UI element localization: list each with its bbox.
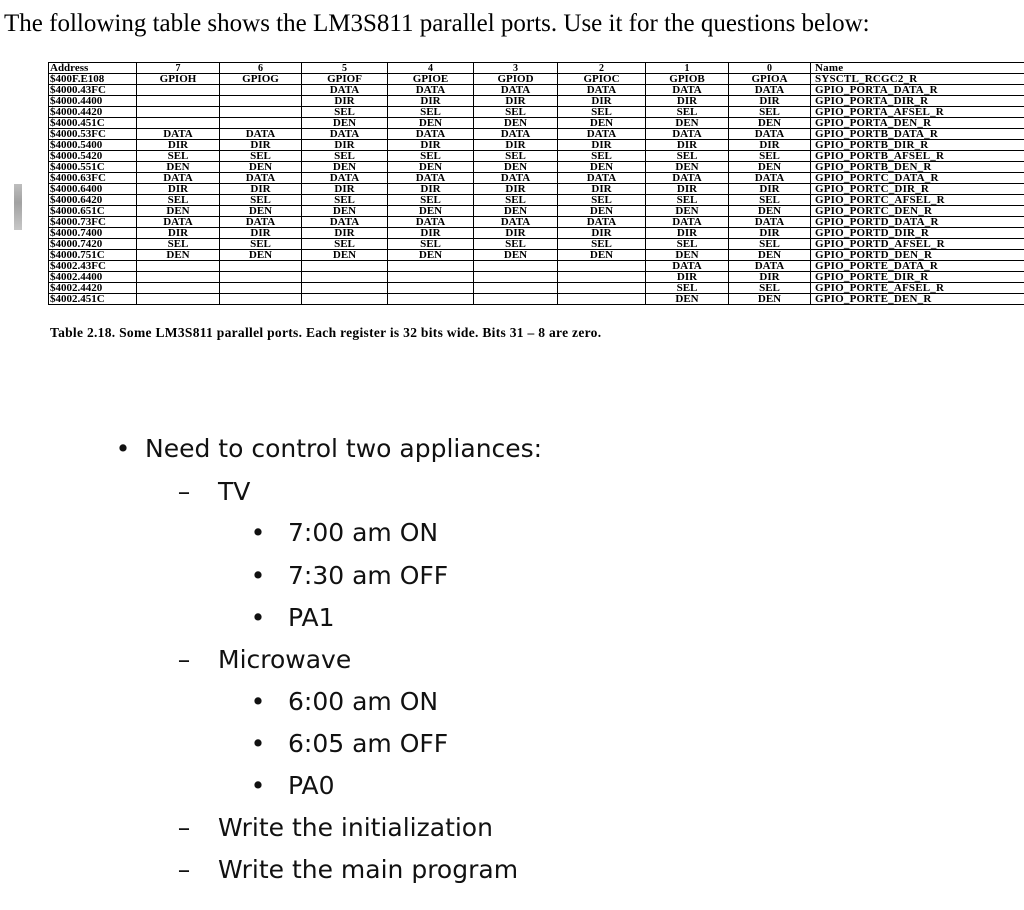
bit-0-cell: DIR — [729, 272, 811, 283]
register-name: GPIO_PORTE_DEN_R — [811, 294, 1024, 305]
bit-1-cell: DEN — [646, 294, 729, 305]
bit-0-cell: DEN — [729, 294, 811, 305]
bit-7-cell: SEL — [137, 239, 220, 250]
register-name: GPIO_PORTC_DEN_R — [811, 206, 1024, 217]
bit-5-cell — [302, 294, 388, 305]
bit-3-cell: SEL — [474, 195, 558, 206]
register-address: $4002.451C — [49, 294, 137, 305]
bit-7-cell: DIR — [137, 184, 220, 195]
bit-2-cell: DATA — [558, 217, 646, 228]
bit-1-cell: DATA — [646, 217, 729, 228]
table-row — [49, 272, 1024, 283]
bit-7-cell — [137, 96, 220, 107]
table-row — [49, 74, 1024, 85]
bit-6-cell: DIR — [220, 184, 302, 195]
bit-0-cell: DATA — [729, 173, 811, 184]
table-header-row — [49, 63, 1024, 74]
intro-text: The following table shows the LM3S811 parallel ports. Use it for the questions below: — [4, 10, 870, 37]
bit-0-cell: DATA — [729, 261, 811, 272]
bit-0-cell: SEL — [729, 195, 811, 206]
register-address: $4000.651C — [49, 206, 137, 217]
bit-2-cell: DIR — [558, 184, 646, 195]
header-bit-0: 0 — [729, 63, 811, 74]
table-row — [49, 151, 1024, 162]
bit-5-cell: DATA — [302, 217, 388, 228]
bit-0-cell: DIR — [729, 140, 811, 151]
table-row — [49, 140, 1024, 151]
bit-0-cell: DATA — [729, 217, 811, 228]
table-row — [49, 85, 1024, 96]
bit-5-cell: DATA — [302, 85, 388, 96]
bit-3-cell: DIR — [474, 96, 558, 107]
bit-1-cell: DEN — [646, 162, 729, 173]
bullet-marker: • — [250, 729, 266, 758]
bullet-text: Write the main program — [218, 855, 519, 884]
bit-6-cell: DATA — [220, 173, 302, 184]
bit-3-cell: DIR — [474, 140, 558, 151]
bit-3-cell: DIR — [474, 184, 558, 195]
register-name: GPIO_PORTE_AFSEL_R — [811, 283, 1024, 294]
bit-5-cell: GPIOF — [302, 74, 388, 85]
bit-5-cell — [302, 272, 388, 283]
bit-0-cell: DIR — [729, 184, 811, 195]
bit-1-cell: DATA — [646, 129, 729, 140]
register-name: GPIO_PORTC_DATA_R — [811, 173, 1024, 184]
bit-2-cell: DEN — [558, 118, 646, 129]
bit-2-cell: DATA — [558, 85, 646, 96]
register-name: GPIO_PORTC_DIR_R — [811, 184, 1024, 195]
bit-0-cell: DEN — [729, 162, 811, 173]
header-bit-3: 3 — [474, 63, 558, 74]
bit-0-cell: SEL — [729, 239, 811, 250]
header-bit-5: 5 — [302, 63, 388, 74]
bit-3-cell — [474, 294, 558, 305]
register-address: $400F.E108 — [49, 74, 137, 85]
bit-6-cell — [220, 96, 302, 107]
bit-1-cell: SEL — [646, 151, 729, 162]
register-address: $4002.4400 — [49, 272, 137, 283]
bit-1-cell: DEN — [646, 206, 729, 217]
register-name: GPIO_PORTA_DEN_R — [811, 118, 1024, 129]
bullet-text: PA0 — [288, 771, 335, 800]
header-address: Address — [49, 63, 137, 74]
bit-2-cell: DEN — [558, 206, 646, 217]
register-address: $4002.43FC — [49, 261, 137, 272]
bit-4-cell: DEN — [388, 118, 474, 129]
bit-4-cell: DATA — [388, 173, 474, 184]
bit-7-cell: DIR — [137, 228, 220, 239]
bit-1-cell: SEL — [646, 195, 729, 206]
bit-1-cell: DIR — [646, 228, 729, 239]
bit-2-cell: SEL — [558, 195, 646, 206]
bit-5-cell: SEL — [302, 239, 388, 250]
bit-1-cell: DEN — [646, 250, 729, 261]
bit-4-cell: DATA — [388, 85, 474, 96]
register-address: $4000.451C — [49, 118, 137, 129]
table-row — [49, 129, 1024, 140]
dash-marker: – — [177, 477, 191, 506]
bit-7-cell: SEL — [137, 195, 220, 206]
table-row — [49, 184, 1024, 195]
scan-margin-mark — [14, 184, 22, 230]
bullet-text: 6:00 am ON — [288, 687, 439, 716]
table-row — [49, 217, 1024, 228]
bit-5-cell: SEL — [302, 151, 388, 162]
register-address: $4000.4400 — [49, 96, 137, 107]
register-address: $4000.6400 — [49, 184, 137, 195]
bit-5-cell: DEN — [302, 118, 388, 129]
table-row — [49, 162, 1024, 173]
header-bit-4: 4 — [388, 63, 474, 74]
bit-1-cell: DIR — [646, 184, 729, 195]
bit-5-cell: DEN — [302, 162, 388, 173]
bit-2-cell: DATA — [558, 173, 646, 184]
bit-3-cell — [474, 283, 558, 294]
register-address: $4000.5400 — [49, 140, 137, 151]
bit-4-cell: DEN — [388, 206, 474, 217]
table-row — [49, 118, 1024, 129]
bullet-marker: • — [250, 687, 266, 716]
bit-3-cell: DEN — [474, 206, 558, 217]
register-name: SYSCTL_RCGC2_R — [811, 74, 1024, 85]
bit-5-cell: DATA — [302, 129, 388, 140]
bullet-text: TV — [218, 477, 251, 506]
bit-4-cell: SEL — [388, 151, 474, 162]
bit-2-cell: SEL — [558, 151, 646, 162]
register-name: GPIO_PORTB_AFSEL_R — [811, 151, 1024, 162]
bit-7-cell: DEN — [137, 250, 220, 261]
register-name: GPIO_PORTD_DEN_R — [811, 250, 1024, 261]
bit-5-cell — [302, 261, 388, 272]
bit-4-cell: SEL — [388, 107, 474, 118]
table-row — [49, 261, 1024, 272]
bit-0-cell: SEL — [729, 151, 811, 162]
bit-2-cell: DEN — [558, 250, 646, 261]
register-address: $4000.4420 — [49, 107, 137, 118]
bit-3-cell — [474, 272, 558, 283]
bit-7-cell: DATA — [137, 173, 220, 184]
header-bit-6: 6 — [220, 63, 302, 74]
register-name: GPIO_PORTA_AFSEL_R — [811, 107, 1024, 118]
bit-5-cell: SEL — [302, 107, 388, 118]
bit-1-cell: DATA — [646, 173, 729, 184]
bit-1-cell: SEL — [646, 239, 729, 250]
bit-5-cell: DEN — [302, 206, 388, 217]
bit-7-cell — [137, 283, 220, 294]
bit-3-cell: SEL — [474, 239, 558, 250]
bit-0-cell: DEN — [729, 206, 811, 217]
bit-1-cell: DATA — [646, 85, 729, 96]
bit-2-cell — [558, 272, 646, 283]
table-row — [49, 250, 1024, 261]
bit-6-cell: DIR — [220, 140, 302, 151]
bit-2-cell: SEL — [558, 239, 646, 250]
table-caption: Table 2.18. Some LM3S811 parallel ports. Each register is 32 bits wide. Bits 31 – 8 are zero. — [50, 325, 602, 340]
bit-6-cell — [220, 107, 302, 118]
bit-6-cell: GPIOG — [220, 74, 302, 85]
bit-4-cell: DIR — [388, 228, 474, 239]
register-name: GPIO_PORTA_DIR_R — [811, 96, 1024, 107]
bit-7-cell: DEN — [137, 206, 220, 217]
bit-0-cell: SEL — [729, 283, 811, 294]
bit-1-cell: GPIOB — [646, 74, 729, 85]
bullet-text: 7:30 am OFF — [288, 561, 449, 590]
bit-2-cell: SEL — [558, 107, 646, 118]
dash-marker: – — [177, 855, 191, 884]
bit-0-cell: DEN — [729, 118, 811, 129]
bit-7-cell — [137, 85, 220, 96]
bit-4-cell: DATA — [388, 217, 474, 228]
bit-6-cell: DEN — [220, 162, 302, 173]
bit-3-cell: DIR — [474, 228, 558, 239]
bit-6-cell — [220, 85, 302, 96]
bit-0-cell: DIR — [729, 228, 811, 239]
header-bit-2: 2 — [558, 63, 646, 74]
bullet-text: 7:00 am ON — [288, 518, 439, 547]
bit-3-cell: DEN — [474, 162, 558, 173]
bit-3-cell: DATA — [474, 85, 558, 96]
dash-marker: – — [177, 645, 191, 674]
bit-6-cell: DATA — [220, 217, 302, 228]
bit-1-cell: DIR — [646, 140, 729, 151]
bit-7-cell: GPIOH — [137, 74, 220, 85]
table-row — [49, 195, 1024, 206]
bit-3-cell — [474, 261, 558, 272]
bit-6-cell — [220, 261, 302, 272]
bullet-text: 6:05 am OFF — [288, 729, 449, 758]
bit-5-cell: DIR — [302, 184, 388, 195]
table-row — [49, 283, 1024, 294]
bit-0-cell: GPIOA — [729, 74, 811, 85]
register-name: GPIO_PORTE_DATA_R — [811, 261, 1024, 272]
register-address: $4000.751C — [49, 250, 137, 261]
table-row — [49, 96, 1024, 107]
bit-6-cell — [220, 272, 302, 283]
bit-7-cell — [137, 294, 220, 305]
bit-7-cell: DIR — [137, 140, 220, 151]
bit-4-cell: SEL — [388, 195, 474, 206]
bit-3-cell: DATA — [474, 129, 558, 140]
bit-2-cell: GPIOC — [558, 74, 646, 85]
bullet-marker: • — [250, 518, 266, 547]
bullet-text: Need to control two appliances: — [145, 434, 543, 463]
bit-6-cell: DIR — [220, 228, 302, 239]
bullet-marker: • — [250, 603, 266, 632]
bit-1-cell: SEL — [646, 283, 729, 294]
bit-7-cell — [137, 107, 220, 118]
bit-1-cell: DIR — [646, 96, 729, 107]
bit-4-cell: DEN — [388, 250, 474, 261]
bit-5-cell: DEN — [302, 250, 388, 261]
bit-6-cell: SEL — [220, 151, 302, 162]
register-address: $4000.551C — [49, 162, 137, 173]
bit-6-cell: DATA — [220, 129, 302, 140]
bit-7-cell: DEN — [137, 162, 220, 173]
bit-5-cell: DATA — [302, 173, 388, 184]
table-body — [49, 74, 1024, 305]
bit-3-cell: DATA — [474, 173, 558, 184]
bit-4-cell: DEN — [388, 162, 474, 173]
dash-marker: – — [177, 813, 191, 842]
register-name: GPIO_PORTA_DATA_R — [811, 85, 1024, 96]
bit-2-cell — [558, 261, 646, 272]
bullet-marker: • — [250, 561, 266, 590]
table-row — [49, 294, 1024, 305]
bit-4-cell — [388, 272, 474, 283]
bit-2-cell — [558, 283, 646, 294]
bit-6-cell: DEN — [220, 206, 302, 217]
register-name: GPIO_PORTE_DIR_R — [811, 272, 1024, 283]
bit-3-cell: DATA — [474, 217, 558, 228]
bit-7-cell: DATA — [137, 217, 220, 228]
bit-2-cell: DIR — [558, 96, 646, 107]
bullet-marker: • — [250, 771, 266, 800]
bit-5-cell — [302, 283, 388, 294]
bit-7-cell — [137, 261, 220, 272]
table-row — [49, 228, 1024, 239]
bit-5-cell: DIR — [302, 140, 388, 151]
bit-1-cell: DEN — [646, 118, 729, 129]
bullet-text: PA1 — [288, 603, 335, 632]
bit-2-cell: DEN — [558, 162, 646, 173]
register-name: GPIO_PORTC_AFSEL_R — [811, 195, 1024, 206]
bit-2-cell: DIR — [558, 228, 646, 239]
table-row — [49, 107, 1024, 118]
register-address: $4000.53FC — [49, 129, 137, 140]
bit-6-cell — [220, 294, 302, 305]
bit-4-cell: DATA — [388, 129, 474, 140]
bit-3-cell: DEN — [474, 250, 558, 261]
bit-0-cell: DIR — [729, 96, 811, 107]
register-table — [48, 62, 1024, 305]
register-name: GPIO_PORTB_DIR_R — [811, 140, 1024, 151]
bit-4-cell: SEL — [388, 239, 474, 250]
register-address: $4000.5420 — [49, 151, 137, 162]
bit-2-cell: DATA — [558, 129, 646, 140]
bit-0-cell: SEL — [729, 107, 811, 118]
bullet-text: Microwave — [218, 645, 352, 674]
bit-6-cell: DEN — [220, 250, 302, 261]
bit-7-cell — [137, 118, 220, 129]
register-name: GPIO_PORTD_AFSEL_R — [811, 239, 1024, 250]
bit-5-cell: DIR — [302, 228, 388, 239]
bit-4-cell — [388, 283, 474, 294]
table-row — [49, 173, 1024, 184]
register-address: $4000.73FC — [49, 217, 137, 228]
register-name: GPIO_PORTB_DATA_R — [811, 129, 1024, 140]
register-name: GPIO_PORTB_DEN_R — [811, 162, 1024, 173]
bit-5-cell: DIR — [302, 96, 388, 107]
bit-6-cell: SEL — [220, 239, 302, 250]
bit-6-cell: SEL — [220, 195, 302, 206]
bit-6-cell — [220, 283, 302, 294]
bit-3-cell: SEL — [474, 107, 558, 118]
register-address: $4000.7420 — [49, 239, 137, 250]
bit-7-cell: SEL — [137, 151, 220, 162]
register-address: $4002.4420 — [49, 283, 137, 294]
bullet-text: Write the initialization — [218, 813, 493, 842]
bit-3-cell: GPIOD — [474, 74, 558, 85]
bit-2-cell: DIR — [558, 140, 646, 151]
header-name: Name — [811, 63, 1024, 74]
register-name: GPIO_PORTD_DIR_R — [811, 228, 1024, 239]
register-address: $4000.6420 — [49, 195, 137, 206]
header-bit-7: 7 — [137, 63, 220, 74]
bit-4-cell: DIR — [388, 140, 474, 151]
bit-1-cell: DATA — [646, 261, 729, 272]
bit-4-cell — [388, 261, 474, 272]
bit-7-cell — [137, 272, 220, 283]
bullet-marker: • — [115, 434, 131, 463]
table-row — [49, 206, 1024, 217]
bit-0-cell: DATA — [729, 129, 811, 140]
bit-0-cell: DATA — [729, 85, 811, 96]
bit-4-cell: DIR — [388, 96, 474, 107]
bit-4-cell: DIR — [388, 184, 474, 195]
bit-6-cell — [220, 118, 302, 129]
table-row — [49, 239, 1024, 250]
bit-3-cell: DEN — [474, 118, 558, 129]
header-bit-1: 1 — [646, 63, 729, 74]
bit-5-cell: SEL — [302, 195, 388, 206]
register-address: $4000.7400 — [49, 228, 137, 239]
bit-4-cell — [388, 294, 474, 305]
register-address: $4000.63FC — [49, 173, 137, 184]
bit-0-cell: DEN — [729, 250, 811, 261]
register-name: GPIO_PORTD_DATA_R — [811, 217, 1024, 228]
bit-1-cell: SEL — [646, 107, 729, 118]
bit-2-cell — [558, 294, 646, 305]
bit-1-cell: DIR — [646, 272, 729, 283]
bit-7-cell: DATA — [137, 129, 220, 140]
bit-3-cell: SEL — [474, 151, 558, 162]
register-address: $4000.43FC — [49, 85, 137, 96]
bit-4-cell: GPIOE — [388, 74, 474, 85]
